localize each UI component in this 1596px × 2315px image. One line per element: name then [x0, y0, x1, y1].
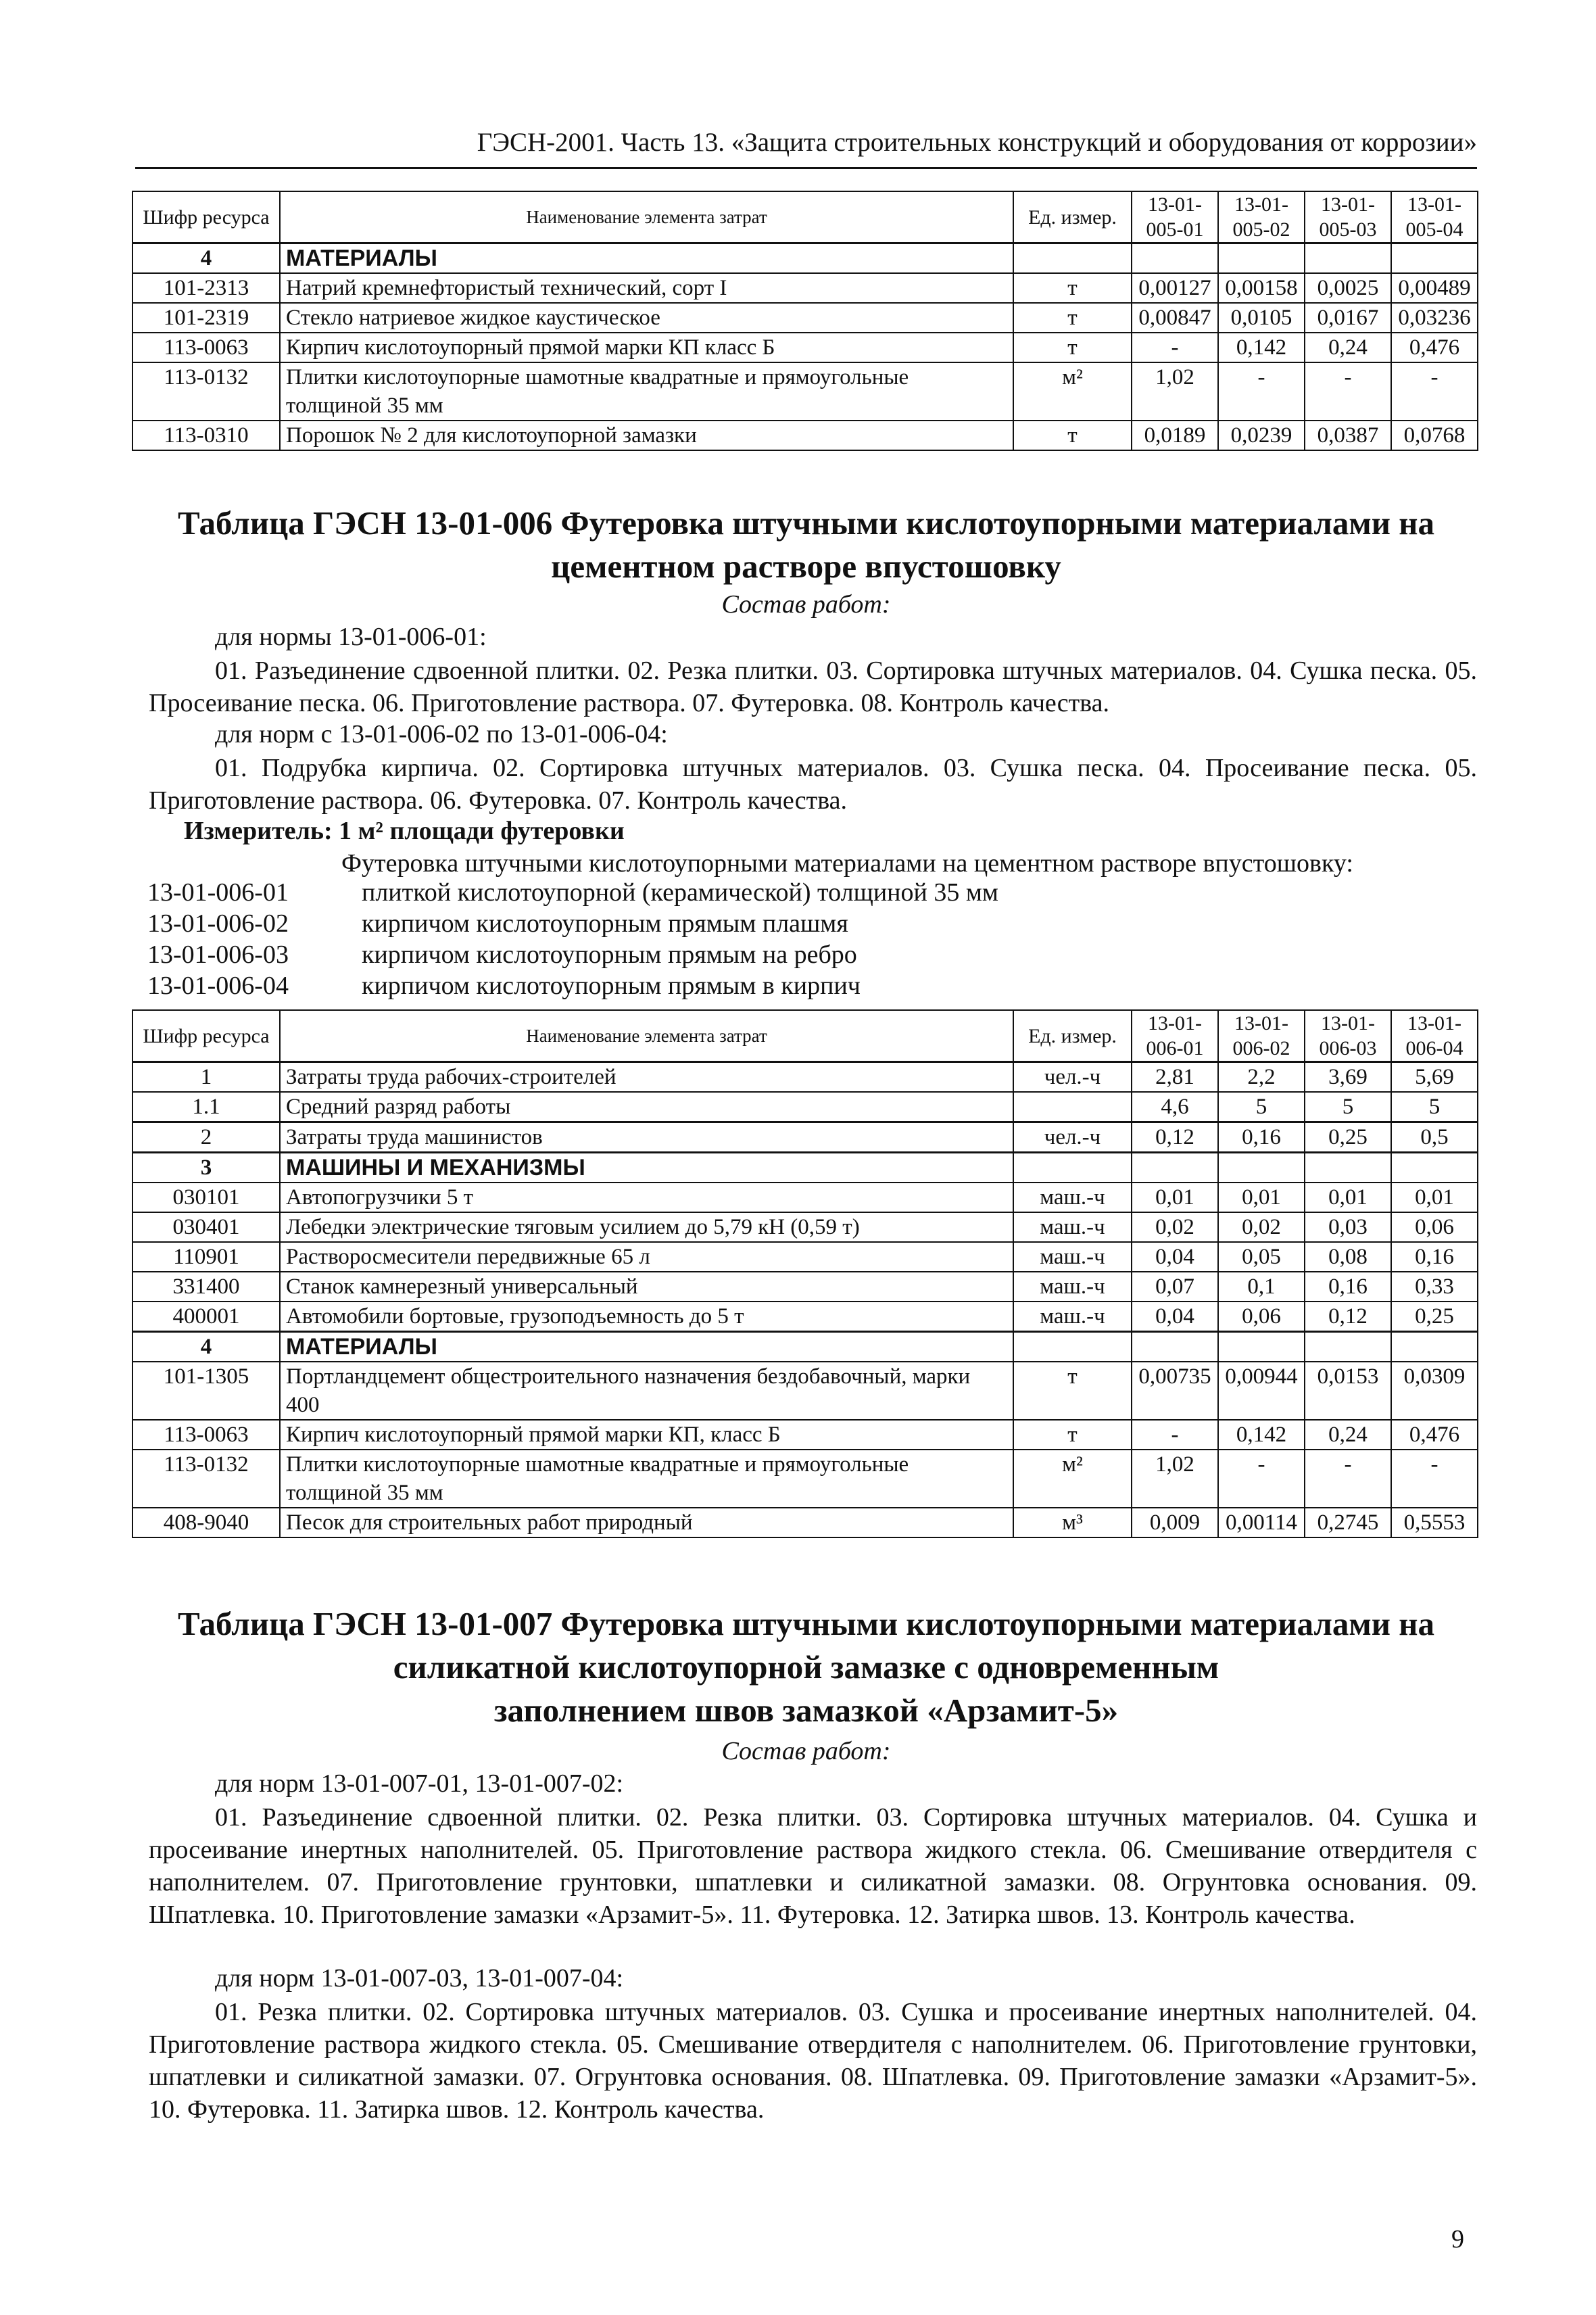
cell-value: 5,69	[1391, 1062, 1478, 1093]
norm-item-code: 13-01-006-03	[147, 940, 289, 969]
cell-name: Порошок № 2 для кислотоупорной замазки	[280, 421, 1013, 450]
cell-unit	[1013, 1092, 1132, 1122]
col-header-norm-1: 13-01-006-01	[1132, 1010, 1218, 1062]
cell-value: 0,476	[1391, 1420, 1478, 1450]
cell-unit: маш.-ч	[1013, 1183, 1132, 1212]
cell-value: 0,2745	[1305, 1508, 1391, 1537]
table-title-13-01-007-line3: заполнением швов замазкой «Арзамит-5»	[493, 1692, 1119, 1729]
cell-value: 0,03236	[1391, 303, 1478, 333]
norm-item-text: кирпичом кислотоупорным прямым плашмя	[362, 909, 848, 938]
cell-value: 2,2	[1218, 1062, 1305, 1093]
cell-name: Лебедки электрические тяговым усилием до 5,79 кН (0,59 т)	[280, 1212, 1013, 1242]
cell-value: -	[1391, 362, 1478, 421]
cell-name: Песок для строительных работ природный	[280, 1508, 1013, 1537]
work-composition-label: Состав работ:	[721, 590, 891, 619]
labor-row	[132, 1122, 1478, 1153]
cell-code: 1.1	[132, 1092, 280, 1122]
cell-code: 408-9040	[132, 1508, 280, 1537]
cell-value: 0,02	[1132, 1212, 1218, 1242]
cell-value: 0,0309	[1391, 1362, 1478, 1420]
cell-value: 0,01	[1218, 1183, 1305, 1212]
cell-unit: т	[1013, 333, 1132, 362]
col-header-norm-2: 13-01-005-02	[1218, 191, 1305, 243]
cell-name: Плитки кислотоупорные шамотные квадратные и прямоугольные толщиной 35 мм	[280, 362, 1013, 421]
table2-body	[132, 1062, 1478, 1538]
cell-value: 0,0153	[1305, 1362, 1391, 1420]
cell-value: 0,009	[1132, 1508, 1218, 1537]
material-row	[132, 1420, 1478, 1450]
cell-value: 0,01	[1305, 1183, 1391, 1212]
cell-value: 5	[1391, 1092, 1478, 1122]
cell-value: 0,02	[1218, 1212, 1305, 1242]
table-row	[132, 362, 1478, 421]
cell-unit: чел.-ч	[1013, 1062, 1132, 1093]
cell-value: 1,02	[1132, 1450, 1218, 1508]
cell-code: 113-0310	[132, 421, 280, 450]
page-number: 9	[1451, 2225, 1464, 2253]
section-row	[132, 1153, 1478, 1183]
cell-value: 0,04	[1132, 1302, 1218, 1332]
cell-value: 0,00127	[1132, 273, 1218, 303]
cell-unit: маш.-ч	[1013, 1302, 1132, 1332]
cell-name: Автопогрузчики 5 т	[280, 1183, 1013, 1212]
col-header-norm-3: 13-01-006-03	[1305, 1010, 1391, 1062]
cell-code: 030401	[132, 1212, 280, 1242]
machine-row	[132, 1212, 1478, 1242]
norm-item-text: кирпичом кислотоупорным прямым в кирпич	[362, 972, 861, 1000]
cell-value: 0,03	[1305, 1212, 1391, 1242]
items-intro: Футеровка штучными кислотоупорными материалами на цементном растворе впустошовку:	[341, 849, 1353, 878]
section-name: МАТЕРИАЛЫ	[280, 243, 1013, 274]
cell-code: 101-1305	[132, 1362, 280, 1420]
cell-unit: т	[1013, 1420, 1132, 1450]
col-header-norm-3: 13-01-005-03	[1305, 191, 1391, 243]
material-row	[132, 1450, 1478, 1508]
section-row	[132, 1332, 1478, 1362]
cell-value: 5	[1305, 1092, 1391, 1122]
cell-code: 1	[132, 1062, 280, 1093]
section-name: МАТЕРИАЛЫ	[280, 1332, 1013, 1362]
cell-value: -	[1305, 362, 1391, 421]
cell-value: 0,00944	[1218, 1362, 1305, 1420]
cell-value: 0,01	[1391, 1183, 1478, 1212]
material-row	[132, 1362, 1478, 1420]
cell-name: Стекло натриевое жидкое каустическое	[280, 303, 1013, 333]
cell-value: 0,16	[1218, 1122, 1305, 1153]
cell-name: Станок камнерезный универсальный	[280, 1272, 1013, 1302]
cell-unit: м²	[1013, 362, 1132, 421]
norm-label: для норм 13-01-007-01, 13-01-007-02:	[215, 1769, 624, 1798]
cell-value: 0,1	[1218, 1272, 1305, 1302]
cell-value: 0,04	[1132, 1242, 1218, 1272]
labor-row	[132, 1092, 1478, 1122]
cell-value: 0,0025	[1305, 273, 1391, 303]
machine-row	[132, 1272, 1478, 1302]
machine-row	[132, 1302, 1478, 1332]
cell-name: Натрий кремнефтористый технический, сорт I	[280, 273, 1013, 303]
cell-value: 0,24	[1305, 1420, 1391, 1450]
resource-table-13-01-006	[132, 1009, 1478, 1538]
labor-row	[132, 1062, 1478, 1093]
cell-value: -	[1391, 1450, 1478, 1508]
cell-value: 1,02	[1132, 362, 1218, 421]
cell-value: 0,12	[1132, 1122, 1218, 1153]
cell-name: Кирпич кислотоупорный прямой марки КП, класс Б	[280, 1420, 1013, 1450]
cell-value: 0,0167	[1305, 303, 1391, 333]
cell-value: 0,16	[1305, 1272, 1391, 1302]
cell-name: Затраты труда машинистов	[280, 1122, 1013, 1153]
cell-value: 0,00158	[1218, 273, 1305, 303]
section-code: 4	[132, 243, 280, 274]
norm-text: 01. Разъединение сдвоенной плитки. 02. Резка плитки. 03. Сортировка штучных материалов. 04. Сушка и просеивание инертных наполнителей. 05. Приготовление раствора жидкого стекла. 06. Смешивание отвердителя с наполнителем. 07. Приготовление грунтовки, шпатлевки и силикатной замазки. 08. Огрунтовка основания. 09. Шпатлевка. 10. Приготовление замазки «Арзамит-5». 11. Футеровка. 12. Затирка швов. 13. Контроль качества.	[149, 1803, 1477, 1929]
col-header-norm-1: 13-01-005-01	[1132, 191, 1218, 243]
cell-value: -	[1132, 1420, 1218, 1450]
cell-value: -	[1218, 1450, 1305, 1508]
cell-unit: т	[1013, 273, 1132, 303]
cell-value: 0,476	[1391, 333, 1478, 362]
cell-value: 5	[1218, 1092, 1305, 1122]
cell-name: Автомобили бортовые, грузоподъемность до 5 т	[280, 1302, 1013, 1332]
cell-unit: маш.-ч	[1013, 1212, 1132, 1242]
cell-value: 0,24	[1305, 333, 1391, 362]
cell-code: 113-0063	[132, 1420, 280, 1450]
norm-text: 01. Подрубка кирпича. 02. Сортировка штучных материалов. 03. Сушка песка. 04. Просеивание песка. 05. Приготовление раствора. 06. Футеровка. 07. Контроль качества.	[149, 754, 1477, 815]
cell-value: 0,5	[1391, 1122, 1478, 1153]
table-title-13-01-006: Таблица ГЭСН 13-01-006 Футеровка штучными кислотоупорными материалами на цементном растворе впустошовку	[178, 504, 1434, 585]
cell-unit: чел.-ч	[1013, 1122, 1132, 1153]
table-row	[132, 421, 1478, 450]
section-row	[132, 243, 1478, 274]
cell-value: 4,6	[1132, 1092, 1218, 1122]
cell-value: 0,0239	[1218, 421, 1305, 450]
cell-code: 101-2313	[132, 273, 280, 303]
running-header: ГЭСН-2001. Часть 13. «Защита строительных конструкций и оборудования от коррозии»	[135, 127, 1477, 169]
norm-item-text: кирпичом кислотоупорным прямым на ребро	[362, 940, 857, 969]
cell-value: 0,25	[1391, 1302, 1478, 1332]
cell-code: 400001	[132, 1302, 280, 1332]
cell-value: 0,142	[1218, 333, 1305, 362]
cell-value: 0,01	[1132, 1183, 1218, 1212]
cell-name: Кирпич кислотоупорный прямой марки КП класс Б	[280, 333, 1013, 362]
cell-name: Плитки кислотоупорные шамотные квадратные и прямоугольные толщиной 35 мм	[280, 1450, 1013, 1508]
cell-code: 2	[132, 1122, 280, 1153]
col-header-unit: Ед. измер.	[1013, 1010, 1132, 1062]
cell-name: Растворосмесители передвижные 65 л	[280, 1242, 1013, 1272]
cell-value: 0,0768	[1391, 421, 1478, 450]
cell-code: 113-0132	[132, 1450, 280, 1508]
cell-value: 0,05	[1218, 1242, 1305, 1272]
norm-label: для норм 13-01-007-03, 13-01-007-04:	[215, 1964, 624, 1992]
norm-label: для норм с 13-01-006-02 по 13-01-006-04:	[215, 720, 668, 748]
cell-code: 113-0132	[132, 362, 280, 421]
cell-value: 0,142	[1218, 1420, 1305, 1450]
table-row	[132, 303, 1478, 333]
measure-unit: Измеритель: 1 м² площади футеровки	[184, 817, 625, 845]
cell-name: Средний разряд работы	[280, 1092, 1013, 1122]
table-header-row	[132, 1010, 1478, 1062]
cell-unit: т	[1013, 303, 1132, 333]
cell-value: 0,00114	[1218, 1508, 1305, 1537]
machine-row	[132, 1183, 1478, 1212]
cell-value: 0,0105	[1218, 303, 1305, 333]
norm-text: 01. Разъединение сдвоенной плитки. 02. Резка плитки. 03. Сортировка штучных материалов. 04. Сушка песка. 05. Просеивание песка. 06. Приготовление раствора. 07. Футеровка. 08. Контроль качества.	[149, 657, 1477, 717]
cell-unit: т	[1013, 1362, 1132, 1420]
section-code: 3	[132, 1153, 280, 1183]
norm-text: 01. Резка плитки. 02. Сортировка штучных материалов. 03. Сушка и просеивание инертных наполнителей. 04. Приготовление раствора жидкого стекла. 05. Смешивание отвердителя с наполнителем. 06. Приготовление грунтовки, шпатлевки и силикатной замазки. 07. Огрунтовка основания. 08. Шпатлевка. 09. Приготовление замазки «Арзамит-5». 10. Футеровка. 11. Затирка швов. 12. Контроль качества.	[149, 1998, 1477, 2124]
cell-code: 030101	[132, 1183, 280, 1212]
cell-value: -	[1305, 1450, 1391, 1508]
table-header-row	[132, 191, 1478, 243]
cell-unit: т	[1013, 421, 1132, 450]
work-composition-label: Состав работ:	[721, 1737, 891, 1765]
col-header-name: Наименование элемента затрат	[280, 191, 1013, 243]
table-row	[132, 273, 1478, 303]
cell-value: 0,08	[1305, 1242, 1391, 1272]
cell-code: 101-2319	[132, 303, 280, 333]
cell-value: 0,00735	[1132, 1362, 1218, 1420]
cell-unit: м³	[1013, 1508, 1132, 1537]
cell-value: 0,5553	[1391, 1508, 1478, 1537]
cell-value: 0,25	[1305, 1122, 1391, 1153]
cell-value: 0,16	[1391, 1242, 1478, 1272]
cell-unit: м²	[1013, 1450, 1132, 1508]
table-title-13-01-007-line2: силикатной кислотоупорной замазке с одновременным	[393, 1648, 1219, 1686]
cell-code: 110901	[132, 1242, 280, 1272]
cell-value: -	[1132, 333, 1218, 362]
col-header-norm-4: 13-01-005-04	[1391, 191, 1478, 243]
norm-item-code: 13-01-006-02	[147, 909, 289, 938]
cell-unit: маш.-ч	[1013, 1272, 1132, 1302]
col-header-norm-2: 13-01-006-02	[1218, 1010, 1305, 1062]
col-header-code: Шифр ресурса	[132, 191, 280, 243]
cell-name: Затраты труда рабочих-строителей	[280, 1062, 1013, 1093]
norm-item-code: 13-01-006-04	[147, 972, 289, 1000]
cell-code: 113-0063	[132, 333, 280, 362]
cell-unit: маш.-ч	[1013, 1242, 1132, 1272]
cell-value: 0,06	[1218, 1302, 1305, 1332]
cell-value: 0,00489	[1391, 273, 1478, 303]
cell-value: 0,07	[1132, 1272, 1218, 1302]
col-header-unit: Ед. измер.	[1013, 191, 1132, 243]
section-name: МАШИНЫ И МЕХАНИЗМЫ	[280, 1153, 1013, 1183]
cell-value: 0,12	[1305, 1302, 1391, 1332]
table-title-13-01-007-line1: Таблица ГЭСН 13-01-007 Футеровка штучными кислотоупорными материалами на	[178, 1605, 1434, 1642]
norm-item-code: 13-01-006-01	[147, 878, 289, 907]
col-header-code: Шифр ресурса	[132, 1010, 280, 1062]
table-row	[132, 333, 1478, 362]
cell-code: 331400	[132, 1272, 280, 1302]
section-code: 4	[132, 1332, 280, 1362]
col-header-name: Наименование элемента затрат	[280, 1010, 1013, 1062]
material-row	[132, 1508, 1478, 1537]
cell-value: 0,06	[1391, 1212, 1478, 1242]
cell-value: -	[1218, 362, 1305, 421]
cell-value: 2,81	[1132, 1062, 1218, 1093]
table1-body	[132, 273, 1478, 450]
cell-value: 3,69	[1305, 1062, 1391, 1093]
cell-value: 0,00847	[1132, 303, 1218, 333]
cell-name: Портландцемент общестроительного назначения бездобавочный, марки 400	[280, 1362, 1013, 1420]
cell-value: 0,0189	[1132, 421, 1218, 450]
resource-table-13-01-005	[132, 191, 1478, 451]
cell-value: 0,0387	[1305, 421, 1391, 450]
cell-value: 0,33	[1391, 1272, 1478, 1302]
norm-label: для нормы 13-01-006-01:	[215, 623, 487, 651]
col-header-norm-4: 13-01-006-04	[1391, 1010, 1478, 1062]
machine-row	[132, 1242, 1478, 1272]
norm-item-text: плиткой кислотоупорной (керамической) толщиной 35 мм	[362, 878, 998, 907]
